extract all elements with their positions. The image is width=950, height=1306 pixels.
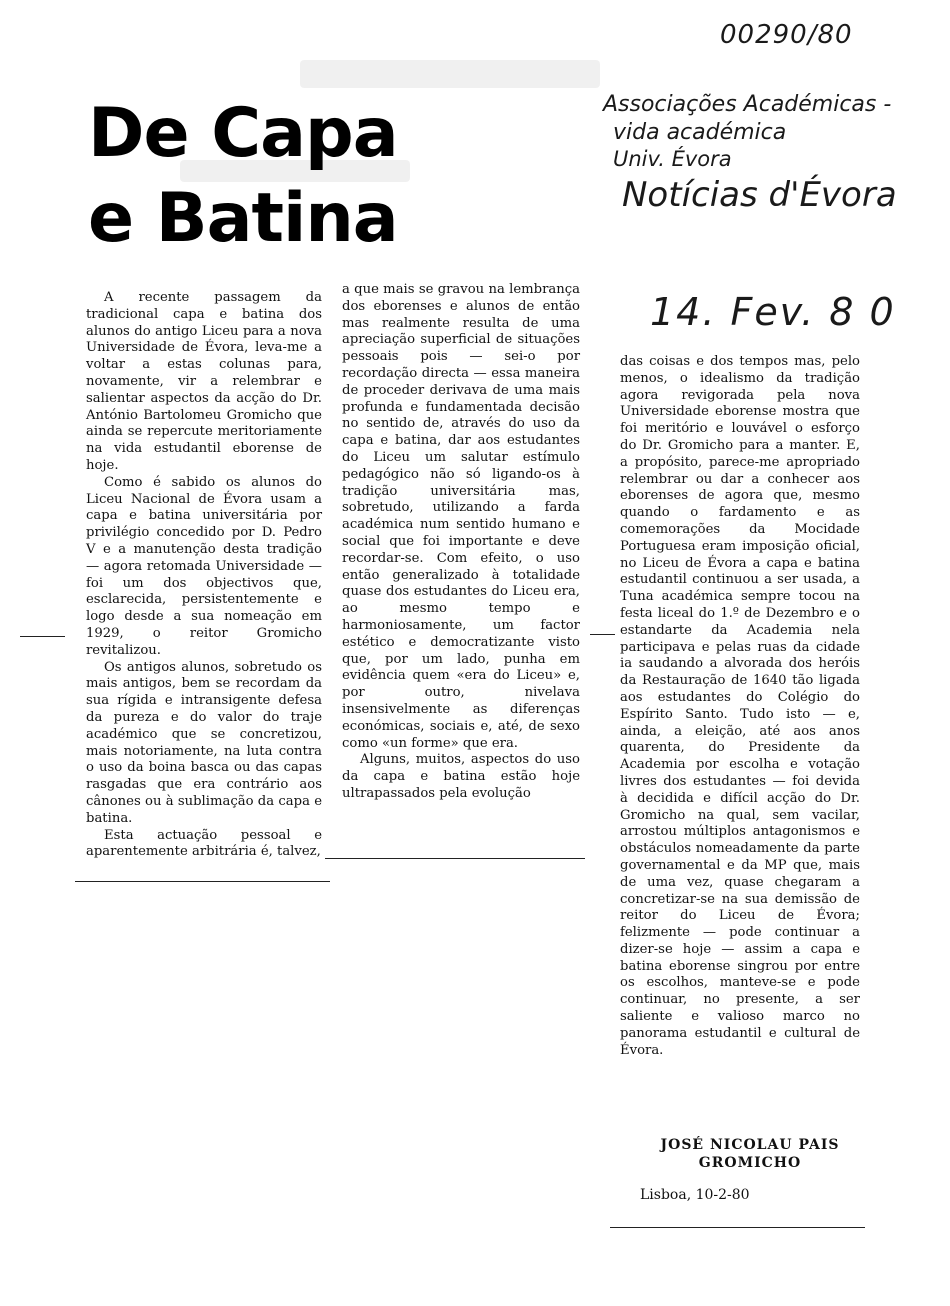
handwritten-source-name: Notícias d'Évora — [622, 175, 897, 215]
column-cut-line — [75, 881, 330, 882]
paragraph: das coisas e dos tempos mas, pelo menos, o idealismo da tradição agora revigorada pela nova Universidade eborense mostra que foi meritório e louvável o esforço do Dr. Gromicho para a manter. E, a propósito, parece-me apropriado relembrar ou dar a conhecer aos eborenses de agora que, mesmo quando o fardamento e as comemorações da Mocidade Portuguesa eram imposição oficial, no Liceu de Évora a capa e batina estudantil continuou a ser usada, a Tuna académica sempre tocou na festa liceal do 1.º de Dezembro e o estandarte da Academia nela participava e pelas ruas da cidade ia saudando a alvorada dos heróis da Restauração de 1640 tão ligada aos estudantes do Colégio do Espírito Santo. Tudo isto — e, ainda, a eleição, até aos anos quarenta, do Presidente da Academia por escolha e votação livres dos estudantes — foi devida à decidida e difícil acção do Dr. Gromicho na qual, sem vacilar, arrostou múltiplos antagonismos e obstáculos nomeadamente da parte governamental e da MP que, mais de uma vez, quase chegaram a concretizar-se na sua demissão de reitor do Liceu de Évora; felizmente — pode continuar a dizer-se hoje — assim a capa e batina eborense singrou por entre os escolhos, manteve-se e pode continuar, no presente, a ser saliente e valioso marco no panorama estudantil e cultural de Évora. — [620, 354, 860, 1058]
headline-line-1: De Capa — [88, 94, 398, 173]
author-surname: GROMICHO — [698, 1155, 802, 1171]
paragraph: Alguns, muitos, aspectos do uso da capa e batina estão hoje ultrapassados pela evolução — [342, 752, 580, 801]
handwritten-note-line: Associações Académicas - — [603, 92, 892, 117]
article-column-3 — [620, 354, 860, 1059]
column-cut-line — [610, 1227, 865, 1228]
bleed-through-smudge — [300, 60, 600, 88]
margin-mark — [590, 634, 615, 635]
paragraph: Os antigos alunos, sobretudo os mais antigos, bem se recordam da sua rígida e intransigente defesa da pureza e do valor do traje académico que se concretizou, mais notoriamente, na luta contra o uso da boina basca ou das capas rasgadas que era contrário aos cânones ou à sublimação da capa e batina. — [86, 659, 322, 826]
handwritten-date: 14. Fev. 8 0 — [650, 290, 896, 334]
handwritten-note-line: Univ. Évora — [613, 147, 732, 171]
margin-mark — [20, 636, 65, 637]
handwritten-note-line: vida académica — [613, 120, 787, 145]
paragraph: Como é sabido os alunos do Liceu Nacional de Évora usam a capa e batina universitária por privilégio concedido por D. Pedro V e a manutenção desta tradição — agora retomada Universidade — foi um dos objectivos que, esclarecida, persistentemente e logo desde a sua nomeação em 1929, o reitor Gromicho revitalizou. — [86, 474, 322, 658]
paragraph: A recente passagem da tradicional capa e batina dos alunos do antigo Liceu para a nova Universidade de Évora, leva-me a voltar a estas colunas para, novamente, vir a relembrar e salientar aspectos da acção do Dr. António Bartolomeu Gromicho que ainda se repercute meritoriamente na vida estudantil eborense de hoje. — [86, 290, 322, 473]
author-name: JOSÉ NICOLAU PAIS — [660, 1137, 840, 1153]
column-cut-line — [325, 858, 585, 859]
paragraph: a que mais se gravou na lembrança dos eborenses e alunos de então mas realmente resulta de uma apreciação superficial de situações pessoais pois — sei-o por recordação directa — essa maneira de proceder derivava de uma mais profunda e fundamentada decisão no sentido de, através do uso da capa e batina, dar aos estudantes do Liceu um salutar estímulo pedagógico não só ligando-os à tradição universitária mas, sobretudo, utilizando a farda académica num sentido humano e social que foi importante e deve recordar-se. Com efeito, o uso então generalizado à totalidade quase dos estudantes do Liceu era, ao mesmo tempo e harmoniosamente, um factor estético e democratizante visto que, por um lado, punha em evidência quem «era do Liceu» e, por outro, nivelava insensivelmente as diferenças económicas, sociais e, até, de sexo como «un forme» que era. — [342, 282, 580, 751]
article-column-1 — [86, 290, 322, 861]
article-column-2 — [342, 282, 580, 803]
headline-line-2: e Batina — [88, 179, 398, 258]
archive-reference-number: 00290/80 — [720, 20, 853, 50]
dateline: Lisboa, 10-2-80 — [640, 1187, 750, 1203]
paragraph: Esta actuação pessoal e aparentemente arbitrária é, talvez, — [86, 827, 322, 860]
